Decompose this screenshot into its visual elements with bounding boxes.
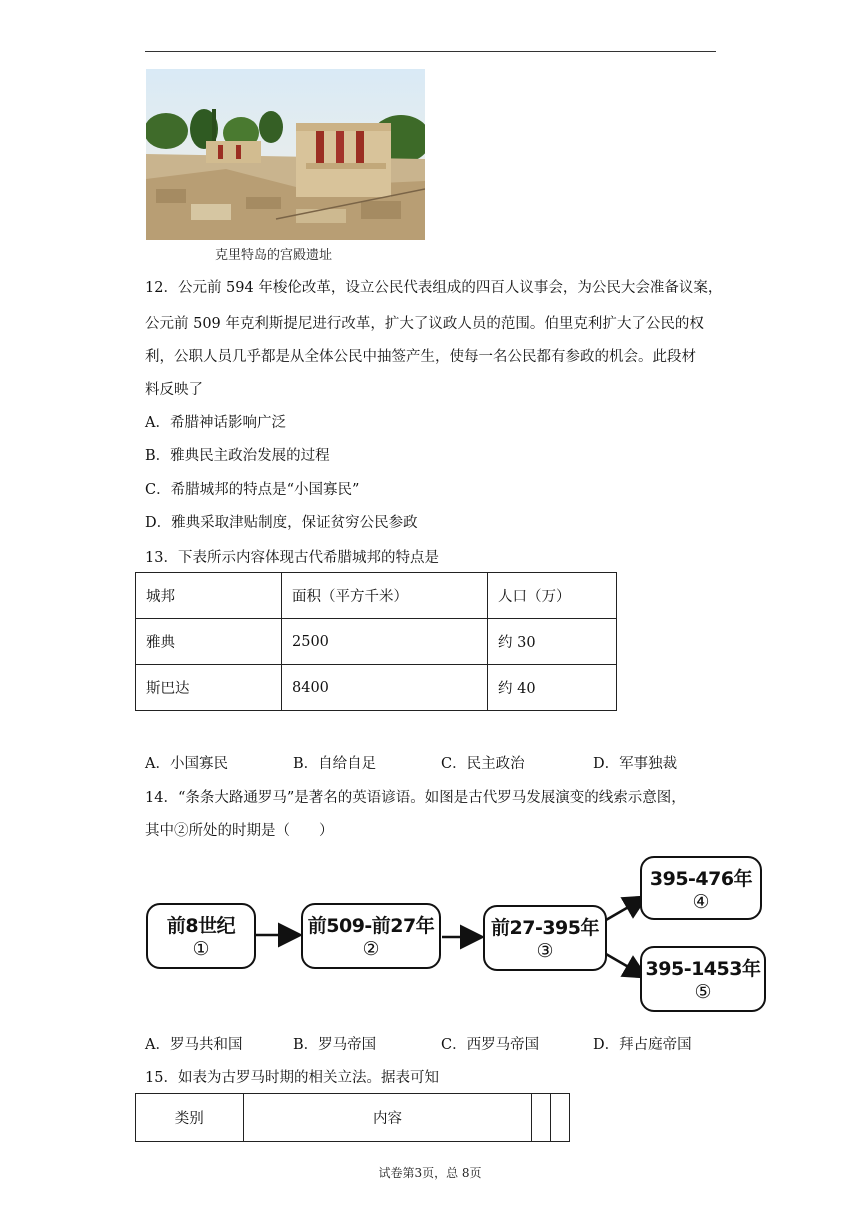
table-header-cell bbox=[532, 1094, 551, 1142]
table-cell: 雅典 bbox=[136, 619, 282, 665]
table-cell: 约 40 bbox=[488, 665, 617, 711]
q13-option-c[interactable]: C．民主政治 bbox=[441, 756, 525, 772]
q14-stem-line-1: 14．“条条大路通罗马”是著名的英语谚语。如图是古代罗马发展演变的线索示意图， bbox=[145, 790, 686, 806]
timeline-box-number: ③ bbox=[536, 940, 554, 962]
q12-text-line-1: 12．公元前 594 年梭伦改革，设立公民代表组成的四百人议事会，为公民大会准备议案， bbox=[145, 280, 723, 296]
table-cell: 2500 bbox=[282, 619, 488, 665]
timeline-box-4 bbox=[640, 856, 762, 920]
timeline-box-label: 395-476年 bbox=[649, 868, 753, 890]
q14-option-a[interactable]: A．罗马共和国 bbox=[145, 1037, 243, 1053]
timeline-box-label: 前8世纪 bbox=[166, 915, 236, 937]
timeline-box-5 bbox=[640, 946, 766, 1012]
q12-option-d[interactable]: D．雅典采取津贴制度，保证贫穷公民参政 bbox=[145, 515, 418, 531]
timeline-box-3 bbox=[483, 905, 607, 971]
q12-text-line-3: 利，公职人员几乎都是从全体公民中抽签产生，使每一名公民都有参政的机会。此段材 bbox=[145, 349, 696, 365]
q14-option-c[interactable]: C．西罗马帝国 bbox=[441, 1037, 540, 1053]
table-header-cell: 类别 bbox=[136, 1094, 244, 1142]
q13-option-d[interactable]: D．军事独裁 bbox=[593, 756, 678, 772]
arrow-3-4 bbox=[606, 898, 644, 920]
arrow-3-5 bbox=[606, 954, 644, 976]
page-footer: 试卷第3页，总 8页 bbox=[378, 1166, 482, 1180]
table-header-row bbox=[136, 1094, 570, 1142]
timeline-box-number: ④ bbox=[692, 891, 710, 913]
table-cell: 8400 bbox=[282, 665, 488, 711]
header-rule bbox=[145, 51, 716, 52]
palace-ruins-photo bbox=[146, 69, 425, 240]
table-cell: 斯巴达 bbox=[136, 665, 282, 711]
timeline-box-label: 前27-395年 bbox=[491, 917, 599, 939]
timeline-box-label: 前509-前27年 bbox=[307, 915, 435, 937]
q14-stem-line-2: 其中②所处的时期是（ ） bbox=[145, 823, 334, 839]
q12-option-b[interactable]: B．雅典民主政治发展的过程 bbox=[145, 448, 330, 464]
table-cell: 约 30 bbox=[488, 619, 617, 665]
table-header-cell: 城邦 bbox=[136, 573, 282, 619]
photo-caption: 克里特岛的宫殿遗址 bbox=[215, 248, 333, 263]
table-header-cell: 人口（万） bbox=[488, 573, 617, 619]
roman-law-table bbox=[135, 1093, 570, 1142]
timeline-box-number: ① bbox=[192, 938, 210, 960]
q13-stem: 13．下表所示内容体现古代希腊城邦的特点是 bbox=[145, 550, 439, 566]
timeline-box-label: 395-1453年 bbox=[645, 958, 761, 980]
table-row bbox=[136, 665, 617, 711]
table-header-cell bbox=[551, 1094, 570, 1142]
timeline-box-number: ② bbox=[362, 938, 380, 960]
q12-option-a[interactable]: A．希腊神话影响广泛 bbox=[145, 415, 286, 431]
q12-text-line-2: 公元前 509 年克利斯提尼进行改革，扩大了议政人员的范围。伯里克利扩大了公民的权 bbox=[145, 316, 704, 332]
q13-option-b[interactable]: B．自给自足 bbox=[293, 756, 377, 772]
q15-stem: 15．如表为古罗马时期的相关立法。据表可知 bbox=[145, 1070, 439, 1086]
q13-option-a[interactable]: A．小国寡民 bbox=[145, 756, 228, 772]
table-header-row bbox=[136, 573, 617, 619]
q14-option-b[interactable]: B．罗马帝国 bbox=[293, 1037, 377, 1053]
table-row bbox=[136, 619, 617, 665]
rome-timeline-diagram bbox=[140, 848, 770, 1023]
q12-text-line-4: 料反映了 bbox=[145, 382, 203, 398]
timeline-box-2 bbox=[301, 903, 441, 969]
q14-option-d[interactable]: D．拜占庭帝国 bbox=[593, 1037, 692, 1053]
q12-option-c[interactable]: C．希腊城邦的特点是“小国寡民” bbox=[145, 482, 360, 498]
timeline-box-number: ⑤ bbox=[694, 981, 712, 1003]
timeline-box-1 bbox=[146, 903, 256, 969]
city-state-table bbox=[135, 572, 617, 711]
table-header-cell: 内容 bbox=[243, 1094, 532, 1142]
table-header-cell: 面积（平方千米） bbox=[282, 573, 488, 619]
